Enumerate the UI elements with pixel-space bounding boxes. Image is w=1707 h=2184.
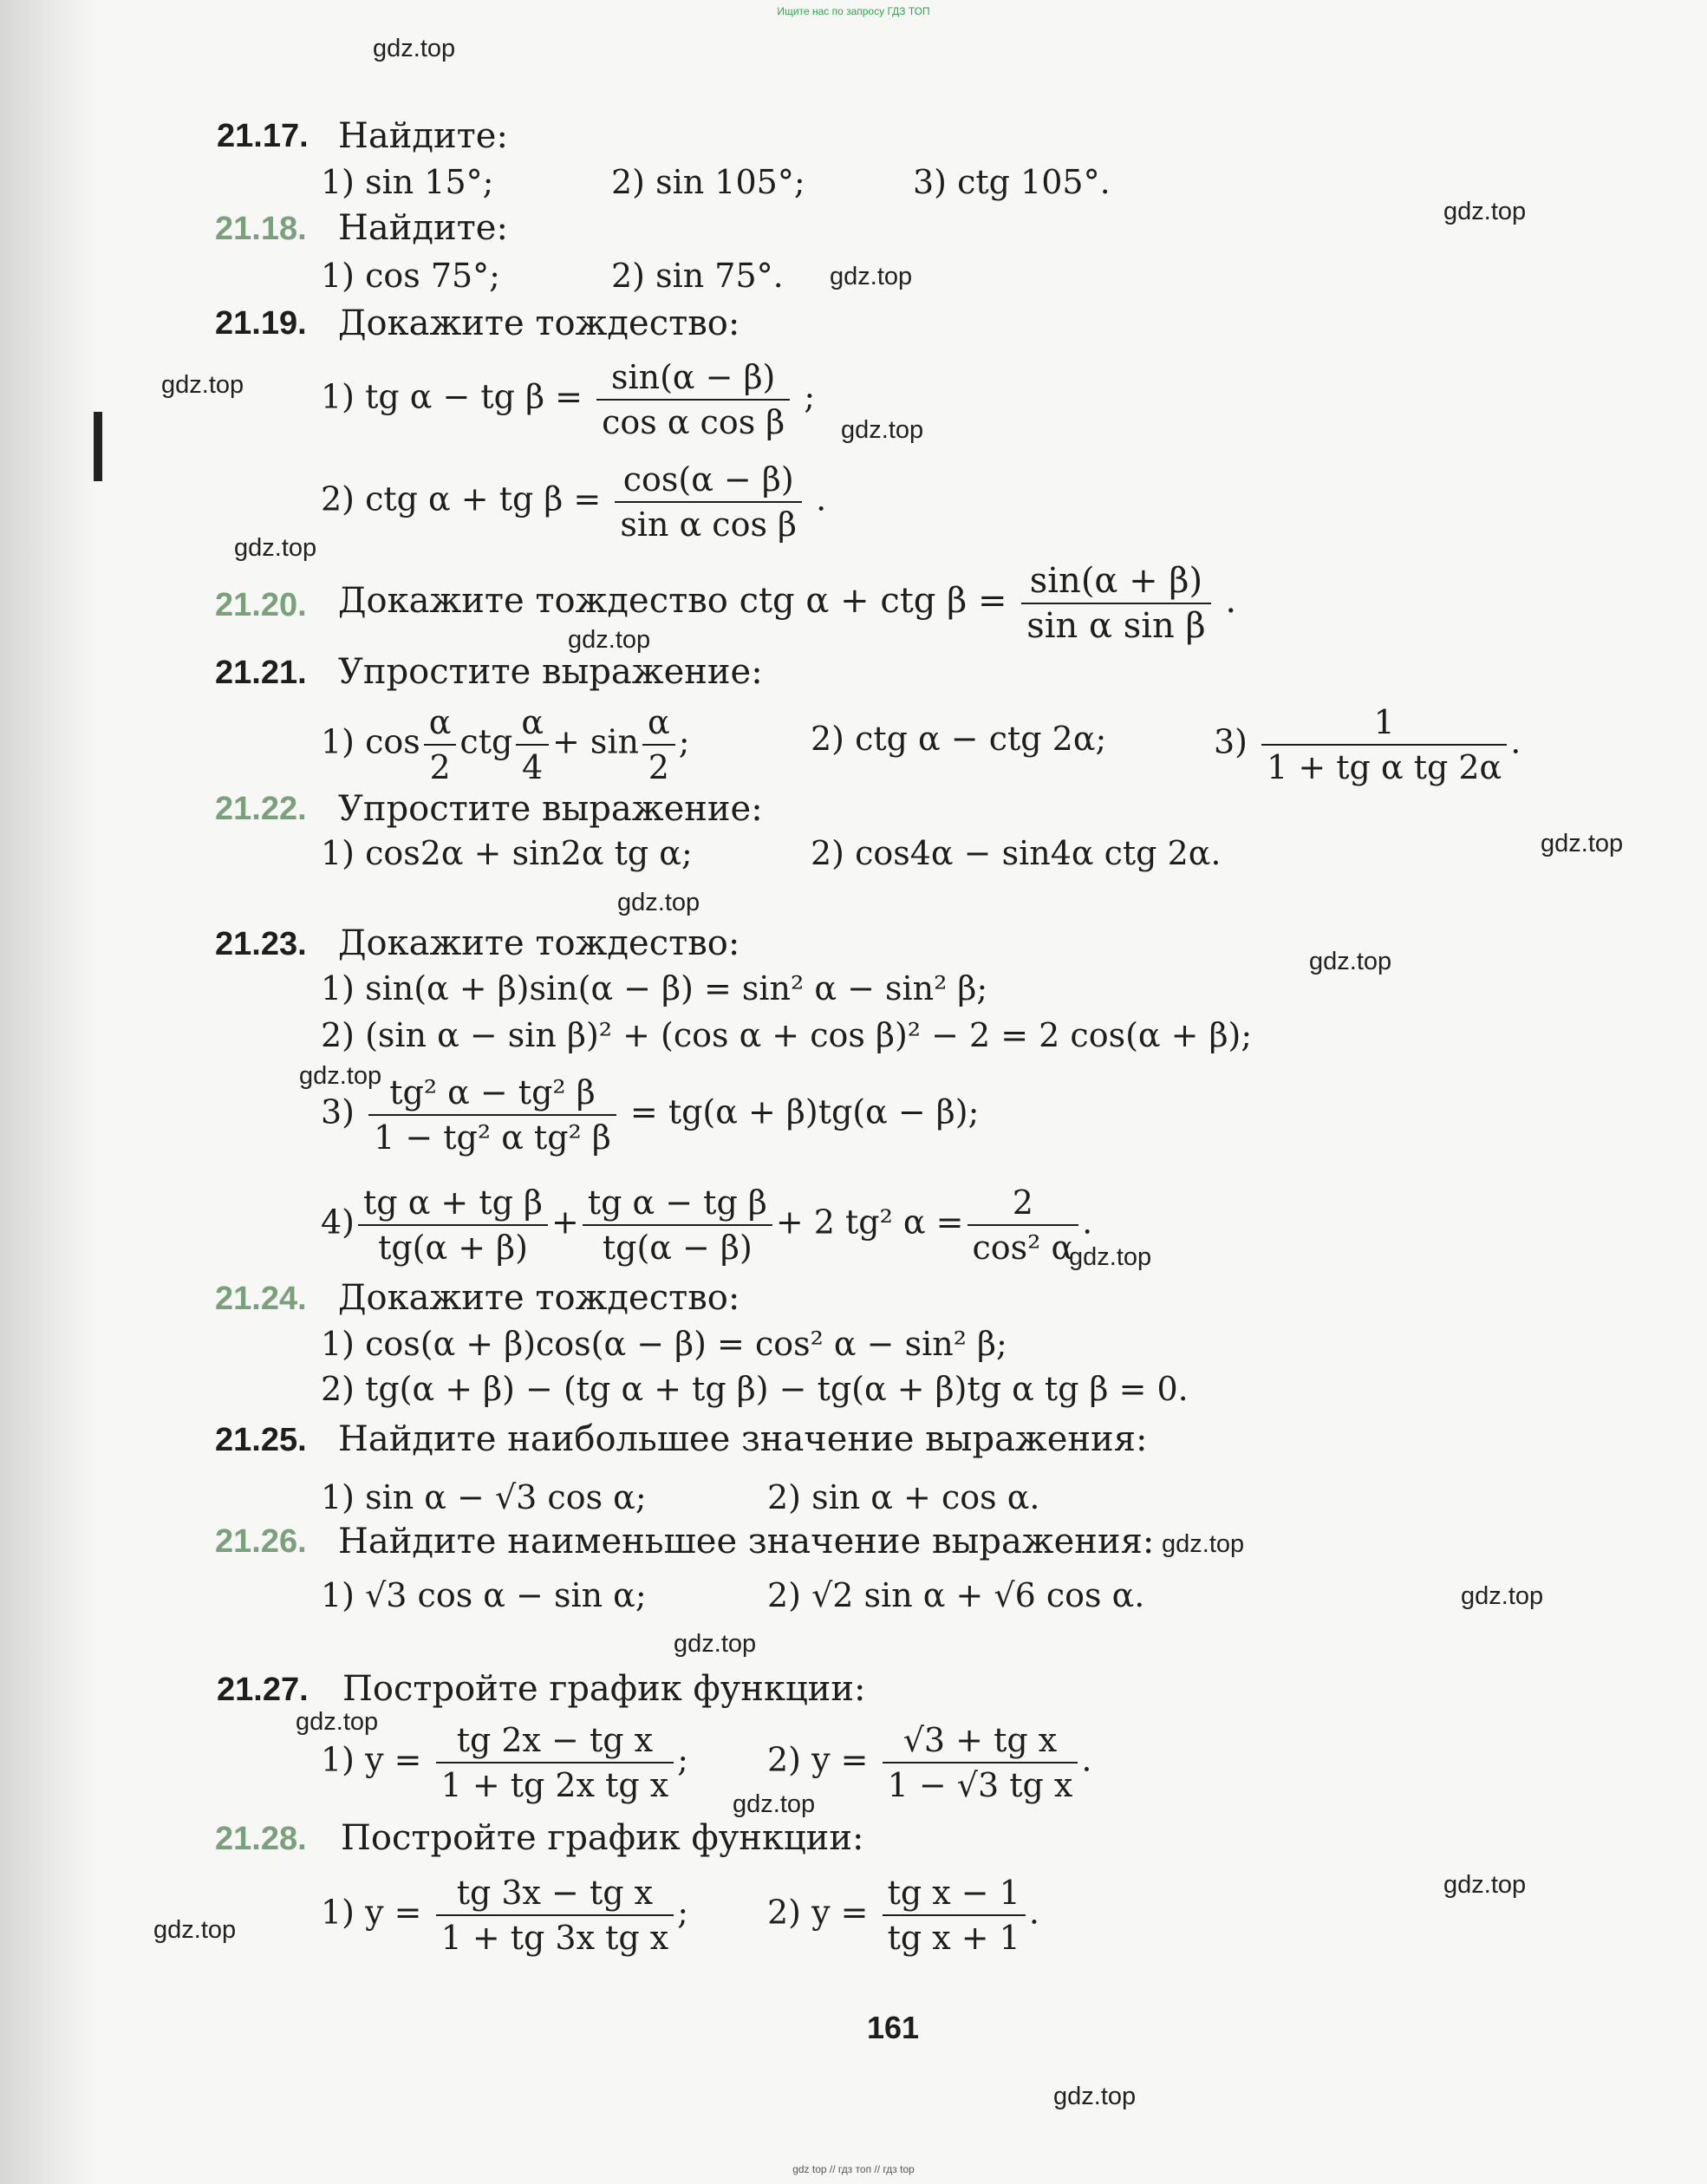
- numerator: α: [642, 701, 675, 746]
- numerator: α: [516, 701, 549, 746]
- formula-line: [321, 355, 815, 444]
- numerator: tg α + tg β: [358, 1181, 548, 1226]
- formula-text: +: [551, 1203, 579, 1242]
- fraction: [615, 458, 802, 546]
- watermark: gdz.top: [733, 1790, 816, 1818]
- punctuation: ;: [678, 722, 690, 761]
- watermark: gdz.top: [1461, 1582, 1544, 1610]
- problem-number: 21.25.: [215, 1422, 307, 1458]
- problem-heading: Найдите:: [338, 116, 508, 156]
- numerator: α: [424, 701, 457, 746]
- fraction: [883, 1718, 1078, 1807]
- problem-heading: Постройте график функции:: [342, 1669, 866, 1709]
- numerator: tg 2x − tg x: [436, 1718, 674, 1763]
- problem-number: 21.17.: [217, 118, 309, 154]
- fraction: [968, 1181, 1079, 1269]
- fraction: [368, 1071, 616, 1159]
- watermark: gdz.top: [674, 1630, 757, 1658]
- problem-item: 1) sin(α + β)sin(α − β) = sin² α − sin² β;: [321, 969, 988, 1007]
- denominator: 1 + tg 3x tg x: [440, 1919, 669, 1957]
- denominator: cos α cos β: [602, 403, 785, 441]
- problem-heading: Постройте график функции:: [341, 1818, 864, 1858]
- denominator: 1 + tg α tg 2α: [1267, 748, 1502, 786]
- formula-line: [1214, 701, 1521, 789]
- denominator: tg(α + β): [378, 1229, 528, 1267]
- problem-item: 2) √2 sin α + √6 cos α.: [767, 1576, 1145, 1614]
- punctuation: .: [1028, 1893, 1039, 1932]
- punctuation: .: [1510, 722, 1521, 761]
- page-number: 161: [867, 2010, 920, 2045]
- watermark: gdz.top: [1162, 1530, 1245, 1558]
- denominator: 2: [648, 748, 669, 786]
- formula-text: ctg: [459, 722, 513, 761]
- formula-text: + sin: [551, 722, 640, 761]
- fraction: [436, 1718, 674, 1807]
- problem-number: 21.27.: [217, 1672, 309, 1708]
- formula-line: [321, 1718, 688, 1807]
- denominator: 1 − √3 tg x: [887, 1766, 1073, 1804]
- numerator: tg² α − tg² β: [368, 1071, 616, 1116]
- fraction: [1261, 701, 1507, 789]
- problem-number: 21.19.: [215, 305, 307, 342]
- watermark: gdz.top: [161, 371, 244, 399]
- watermark: gdz.top: [296, 1708, 379, 1736]
- problem-number: 21.21.: [215, 655, 307, 691]
- problem-heading: Докажите тождество:: [338, 1278, 740, 1318]
- formula-text: 1) y =: [321, 1893, 422, 1932]
- problem-heading: Докажите тождество:: [338, 303, 740, 343]
- numerator: tg α − tg β: [583, 1181, 772, 1226]
- formula-text: + 2 tg² α =: [775, 1203, 964, 1242]
- problem-heading: Найдите наименьшее значение выражения:: [338, 1522, 1155, 1561]
- denominator: tg(α − β): [602, 1229, 753, 1267]
- problem-item: 2) sin 75°.: [611, 257, 784, 295]
- formula-text: 2) y =: [767, 1893, 869, 1932]
- formula-text: 1) y =: [321, 1740, 422, 1779]
- denominator: sin α cos β: [620, 505, 798, 544]
- problem-item: 3) ctg 105°.: [913, 163, 1111, 201]
- denominator: 4: [522, 748, 544, 786]
- watermark: gdz.top: [1443, 1871, 1527, 1899]
- denominator: 1 + tg 2x tg x: [440, 1766, 669, 1804]
- problem-heading: Найдите:: [338, 208, 508, 248]
- problem-item: 2) sin 105°;: [611, 163, 805, 201]
- formula-line: [321, 1181, 1092, 1269]
- watermark: gdz.top: [153, 1916, 237, 1944]
- fraction: [358, 1181, 548, 1269]
- formula-line: [338, 559, 1236, 648]
- problem-heading: Докажите тождество ctg α + ctg β =: [338, 581, 1007, 621]
- denominator: tg x + 1: [887, 1919, 1020, 1957]
- numerator: cos(α − β): [615, 458, 802, 503]
- formula-line: [321, 1871, 688, 1959]
- fraction: [642, 701, 675, 789]
- numerator: 1: [1261, 701, 1507, 746]
- numerator: tg 3x − tg x: [436, 1871, 674, 1916]
- formula-line: [321, 701, 690, 789]
- fraction: [424, 701, 457, 789]
- formula-text: 1) cos: [321, 722, 420, 761]
- fraction: [596, 355, 790, 444]
- punctuation: .: [1225, 581, 1237, 621]
- watermark: gdz.top: [299, 1062, 382, 1090]
- numerator: 2: [968, 1181, 1079, 1226]
- formula-text: 2) ctg α + tg β =: [321, 479, 602, 518]
- formula-text: 4): [321, 1203, 355, 1242]
- formula-line: [321, 458, 826, 546]
- problem-number: 21.22.: [215, 791, 307, 827]
- problem-item: 1) cos 75°;: [321, 257, 500, 295]
- problem-item: 1) cos(α + β)cos(α − β) = cos² α − sin² β;: [321, 1325, 1007, 1363]
- problem-number: 21.24.: [215, 1281, 307, 1317]
- fraction: [1021, 559, 1210, 648]
- problem-heading: Найдите наибольшее значение выражения:: [338, 1419, 1148, 1459]
- problem-item: 2) cos4α − sin4α ctg 2α.: [811, 834, 1222, 872]
- problem-item: 1) sin 15°;: [321, 163, 494, 201]
- page-edge-marker: [94, 412, 102, 481]
- watermark: gdz.top: [568, 626, 651, 654]
- denominator: 1 − tg² α tg² β: [374, 1118, 611, 1157]
- formula-text: 3): [1214, 722, 1248, 761]
- numerator: sin(α + β): [1021, 559, 1210, 604]
- formula-line: [321, 1071, 979, 1159]
- fraction: [583, 1181, 772, 1269]
- watermark: gdz.top: [234, 534, 317, 562]
- watermark: gdz.top: [830, 263, 913, 290]
- formula-text: = tg(α + β)tg(α − β);: [629, 1092, 980, 1131]
- watermark: gdz.top: [841, 416, 924, 444]
- problem-item: 1) sin α − √3 cos α;: [321, 1478, 647, 1516]
- top-note: Ищите нас по запросу ГДЗ ТОП: [777, 5, 930, 17]
- watermark: gdz.top: [373, 35, 456, 62]
- denominator: cos² α: [972, 1229, 1074, 1267]
- problem-number: 21.18.: [215, 211, 307, 247]
- formula-line: [767, 1718, 1091, 1807]
- watermark: gdz.top: [1309, 948, 1392, 975]
- formula-text: 1) tg α − tg β =: [321, 377, 583, 416]
- denominator: sin α sin β: [1026, 606, 1206, 646]
- punctuation: ;: [804, 377, 816, 416]
- watermark: gdz.top: [1053, 2083, 1137, 2110]
- bottom-note: gdz top // гдз топ // гдз top: [792, 2163, 915, 2175]
- watermark: gdz.top: [1443, 198, 1527, 225]
- fraction: [883, 1871, 1026, 1959]
- formula-text: 2) y =: [767, 1740, 869, 1779]
- fraction: [436, 1871, 674, 1959]
- problem-number: 21.20.: [215, 587, 307, 623]
- numerator: √3 + tg x: [883, 1718, 1078, 1763]
- punctuation: .: [816, 479, 827, 518]
- page-binding-shadow: [0, 0, 100, 2184]
- numerator: tg x − 1: [883, 1871, 1026, 1916]
- problem-item: 2) (sin α − sin β)² + (cos α + cos β)² − 2 = 2 cos(α + β);: [321, 1016, 1253, 1054]
- problem-heading: Упростите выражение:: [338, 789, 763, 829]
- problem-heading: Упростите выражение:: [338, 652, 763, 692]
- punctuation: ;: [677, 1893, 689, 1932]
- numerator: sin(α − β): [596, 355, 790, 401]
- fraction: [516, 701, 549, 789]
- problem-item: 2) sin α + cos α.: [767, 1478, 1040, 1516]
- punctuation: ;: [677, 1740, 689, 1779]
- problem-item: 2) tg(α + β) − (tg α + tg β) − tg(α + β)tg α tg β = 0.: [321, 1370, 1189, 1408]
- watermark: gdz.top: [1069, 1243, 1152, 1271]
- formula-line: [767, 1871, 1039, 1959]
- denominator: 2: [429, 748, 451, 786]
- problem-item: 1) √3 cos α − sin α;: [321, 1576, 647, 1614]
- problem-item: 1) cos2α + sin2α tg α;: [321, 834, 693, 872]
- problem-item: 2) ctg α − ctg 2α;: [811, 720, 1107, 758]
- problem-number: 21.26.: [215, 1523, 307, 1560]
- punctuation: .: [1082, 1203, 1093, 1242]
- punctuation: .: [1081, 1740, 1092, 1779]
- watermark: gdz.top: [617, 889, 700, 916]
- formula-text: 3): [321, 1092, 355, 1131]
- problem-number: 21.28.: [215, 1821, 307, 1857]
- problem-heading: Докажите тождество:: [338, 923, 740, 963]
- watermark: gdz.top: [1541, 830, 1624, 857]
- problem-number: 21.23.: [215, 926, 307, 962]
